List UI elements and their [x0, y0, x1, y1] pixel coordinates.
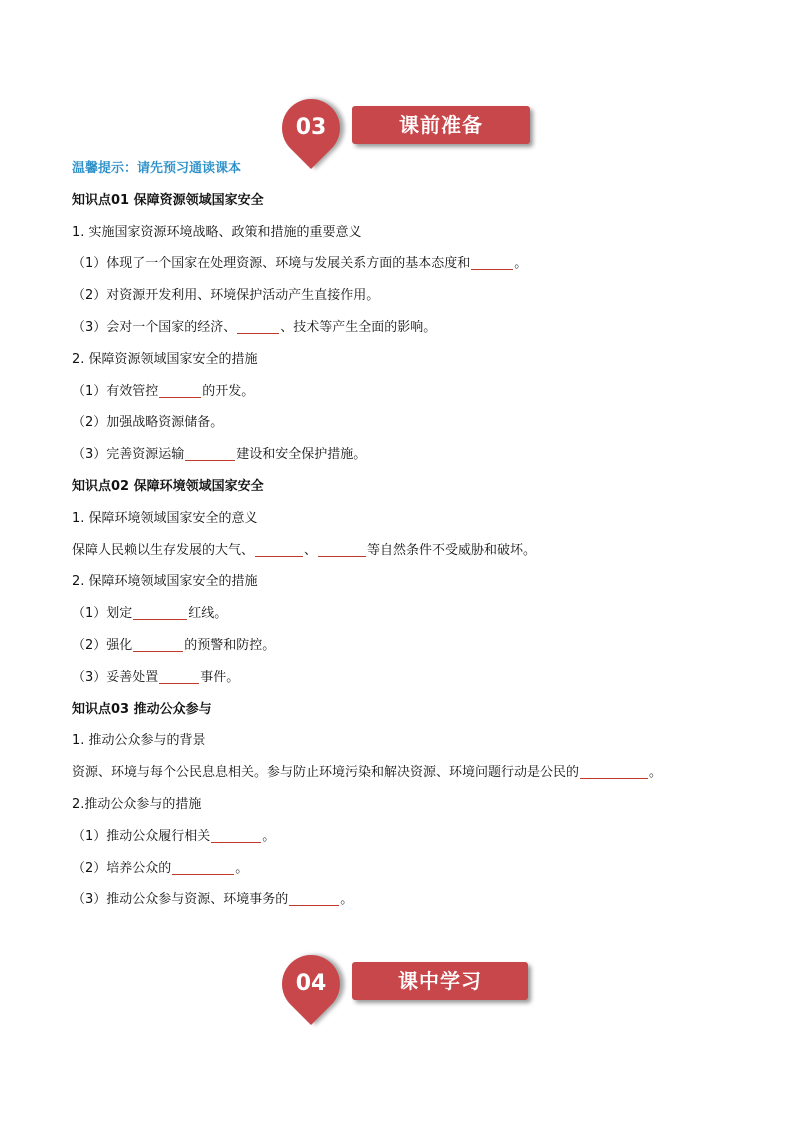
- list-item-text: 的开发。: [202, 383, 255, 399]
- list-item-text: 等自然条件不受威胁和破坏。: [367, 542, 537, 558]
- knowledge-point-heading: 知识点03 推动公众参与: [72, 701, 212, 717]
- fill-in-blank[interactable]: [211, 828, 261, 843]
- section-title: 课前准备: [352, 106, 530, 144]
- list-item-text: （1）划定: [72, 606, 133, 622]
- list-item-text: （3）完善资源运输: [72, 447, 185, 463]
- subheading: 2. 保障资源领域国家安全的措施: [72, 351, 258, 367]
- list-item-text: （3）推动公众参与资源、环境事务的: [72, 892, 289, 908]
- section-banner-04: [0, 952, 794, 1022]
- section-banner-03: [0, 96, 794, 166]
- subheading: 1. 推动公众参与的背景: [72, 733, 206, 749]
- list-item-text: 建设和安全保护措施。: [236, 447, 367, 463]
- list-item: [72, 319, 732, 351]
- section-title: 课中学习: [352, 962, 528, 1000]
- subheading: 1. 保障环境领域国家安全的意义: [72, 510, 258, 526]
- list-item: [72, 383, 732, 415]
- list-item-text: 红线。: [188, 606, 228, 622]
- list-item-text: 的预警和防控。: [184, 637, 276, 653]
- fill-in-blank[interactable]: [159, 383, 201, 398]
- list-item-text: 保障人民赖以生存发展的大气、: [72, 542, 255, 558]
- list-item-text: 。: [340, 892, 354, 908]
- list-item: （2）对资源开发利用、环境保护活动产生直接作用。: [72, 288, 380, 304]
- list-item: [72, 637, 732, 669]
- list-item: [72, 828, 732, 860]
- subheading: 1. 实施国家资源环境战略、政策和措施的重要意义: [72, 224, 362, 240]
- list-item-text: （3）会对一个国家的经济、: [72, 319, 237, 335]
- list-item: [72, 605, 732, 637]
- fill-in-blank[interactable]: [471, 255, 513, 270]
- list-item-text: （2）强化: [72, 637, 133, 653]
- subheading: 2. 保障环境领域国家安全的措施: [72, 574, 258, 590]
- list-item-text: 资源、环境与每个公民息息相关。参与防止环境污染和解决资源、环境问题行动是公民的: [72, 765, 580, 781]
- fill-in-blank[interactable]: [159, 669, 199, 684]
- list-item: [72, 891, 732, 923]
- list-item: [72, 542, 732, 574]
- list-item-text: 、技术等产生全面的影响。: [280, 319, 437, 335]
- fill-in-blank[interactable]: [133, 637, 183, 652]
- list-item: [72, 764, 732, 796]
- list-item-text: （1）体现了一个国家在处理资源、环境与发展关系方面的基本态度和: [72, 256, 471, 272]
- fill-in-blank[interactable]: [580, 764, 648, 779]
- fill-in-blank[interactable]: [237, 319, 279, 334]
- subheading: 2.推动公众参与的措施: [72, 796, 202, 812]
- reading-tip: 温馨提示：请先预习通读课本: [72, 161, 242, 176]
- list-item-text: 。: [649, 765, 663, 781]
- list-item-text: （3）妥善处置: [72, 669, 159, 685]
- fill-in-blank[interactable]: [185, 446, 235, 461]
- fill-in-blank[interactable]: [289, 891, 339, 906]
- section-number: 03: [295, 115, 327, 140]
- fill-in-blank[interactable]: [133, 605, 187, 620]
- section-number: 04: [295, 971, 327, 996]
- list-item-text: 。: [262, 828, 276, 844]
- list-item-text: （1）有效管控: [72, 383, 159, 399]
- document-body: [72, 160, 732, 923]
- fill-in-blank[interactable]: [255, 542, 303, 557]
- fill-in-blank[interactable]: [172, 860, 234, 875]
- knowledge-point-heading: 知识点02 保障环境领域国家安全: [72, 478, 264, 494]
- knowledge-point-heading: 知识点01 保障资源领域国家安全: [72, 192, 264, 208]
- list-item-text: 、: [304, 542, 318, 558]
- list-item: [72, 446, 732, 478]
- list-item: [72, 255, 732, 287]
- list-item: [72, 669, 732, 701]
- list-item-text: 。: [514, 256, 528, 272]
- fill-in-blank[interactable]: [318, 542, 366, 557]
- list-item-text: 。: [235, 860, 249, 876]
- list-item-text: （1）推动公众履行相关: [72, 828, 211, 844]
- list-item-text: （2）培养公众的: [72, 860, 172, 876]
- list-item: （2）加强战略资源储备。: [72, 415, 224, 431]
- list-item-text: 事件。: [200, 669, 240, 685]
- list-item: [72, 860, 732, 892]
